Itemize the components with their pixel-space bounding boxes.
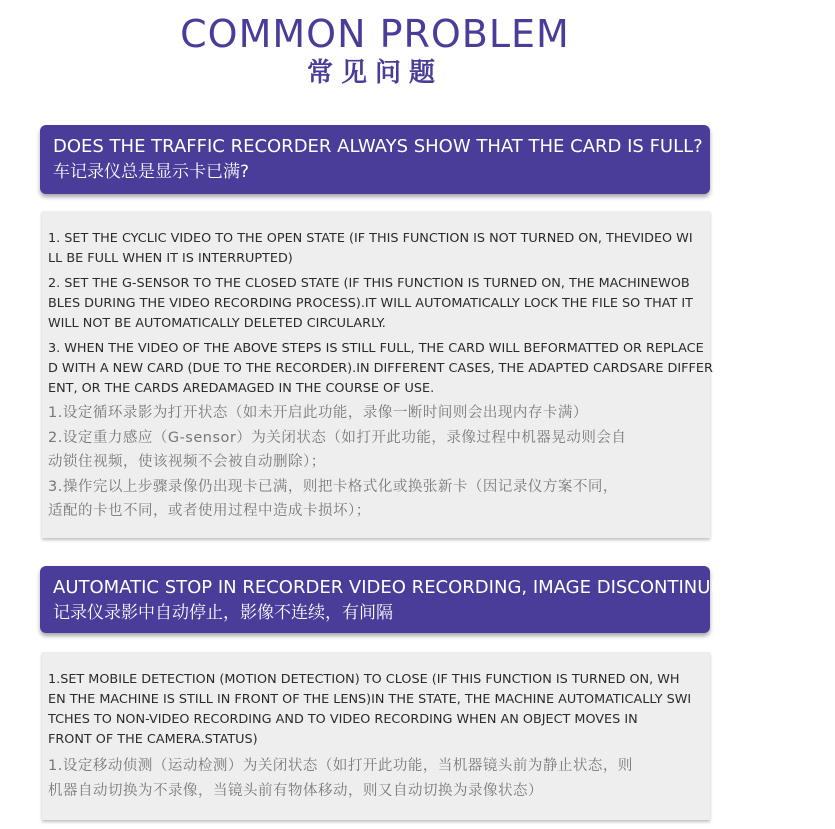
page-title-zh: 常见问题 xyxy=(306,58,443,88)
answer-zh-line: 2.设定重力感应（G-sensor）为关闭状态（如打开此功能，录像过程中机器晃动则会自 xyxy=(48,429,627,446)
faq-answer-1 xyxy=(42,211,713,538)
answer-zh-line: 动锁住视频，使该视频不会被自动删除）； xyxy=(48,454,326,470)
page-title-en: COMMON PROBLEM xyxy=(180,12,570,56)
faq-question-2-en: AUTOMATIC STOP IN RECORDER VIDEO RECORDING, IMAGE DISCONTINUITY, INTERVAL xyxy=(53,577,835,598)
faq-question-2-zh: 记录仪录影中自动停止，影像不连续，有间隔 xyxy=(53,603,393,623)
faq-answer-2 xyxy=(42,652,710,820)
answer-zh-line: 3.操作完以上步骤录像仍出现卡已满，则把卡格式化或换张新卡（因记录仪方案不同， xyxy=(48,478,618,495)
answer-en-line: LL BE FULL WHEN IT IS INTERRUPTED) xyxy=(48,251,293,266)
answer-en-line: 3. WHEN THE VIDEO OF THE ABOVE STEPS IS STILL FULL, THE CARD WILL BEFORMATTED OR REPLACE xyxy=(48,341,704,356)
faq-question-1-en: DOES THE TRAFFIC RECORDER ALWAYS SHOW THAT THE CARD IS FULL? xyxy=(53,136,703,157)
answer-zh-line: 1.设定循环录影为打开状态（如未开启此功能，录像一断时间则会出现内存卡满） xyxy=(48,405,588,421)
answer-en-line: 1. SET THE CYCLIC VIDEO TO THE OPEN STATE (IF THIS FUNCTION IS NOT TURNED ON, THEVIDEO WI xyxy=(48,231,693,246)
faq-question-1-zh: 车记录仪总是显示卡已满? xyxy=(53,162,250,182)
faq-question-1 xyxy=(40,125,710,194)
answer-en-line: TCHES TO NON-VIDEO RECORDING AND TO VIDEO RECORDING WHEN AN OBJECT MOVES IN xyxy=(48,712,638,727)
answer-zh-line: 1.设定移动侦测（运动检测）为关闭状态（如打开此功能，当机器镜头前为静止状态，则 xyxy=(48,758,633,774)
answer-en-line: EN THE MACHINE IS STILL IN FRONT OF THE LENS)IN THE STATE, THE MACHINE AUTOMATICALLY SWI xyxy=(48,692,692,707)
answer-en-line: BLES DURING THE VIDEO RECORDING PROCESS).IT WILL AUTOMATICALLY LOCK THE FILE SO THAT IT xyxy=(48,296,693,311)
answer-en-line: 2. SET THE G-SENSOR TO THE CLOSED STATE (IF THIS FUNCTION IS TURNED ON, THE MACHINEWOB xyxy=(48,276,690,291)
answer-en-line: FRONT OF THE CAMERA.STATUS) xyxy=(48,732,258,747)
answer-en-line: 1.SET MOBILE DETECTION (MOTION DETECTION) TO CLOSE (IF THIS FUNCTION IS TURNED ON, WH xyxy=(48,672,680,687)
faq-question-2 xyxy=(40,566,835,633)
answer-zh-line: 机器自动切换为不录像，当镜头前有物体移动，则又自动切换为录像状态） xyxy=(48,782,543,799)
answer-en-line: WILL NOT BE AUTOMATICALLY DELETED CIRCULARLY. xyxy=(48,316,386,331)
answer-en-line: ENT, OR THE CARDS AREDAMAGED IN THE COURSE OF USE. xyxy=(48,381,435,396)
answer-zh-line: 适配的卡也不同，或者使用过程中造成卡损坏）； xyxy=(48,503,371,519)
answer-en-line: D WITH A NEW CARD (DUE TO THE RECORDER).IN DIFFERENT CASES, THE ADAPTED CARDSARE DIFFER xyxy=(48,361,713,376)
